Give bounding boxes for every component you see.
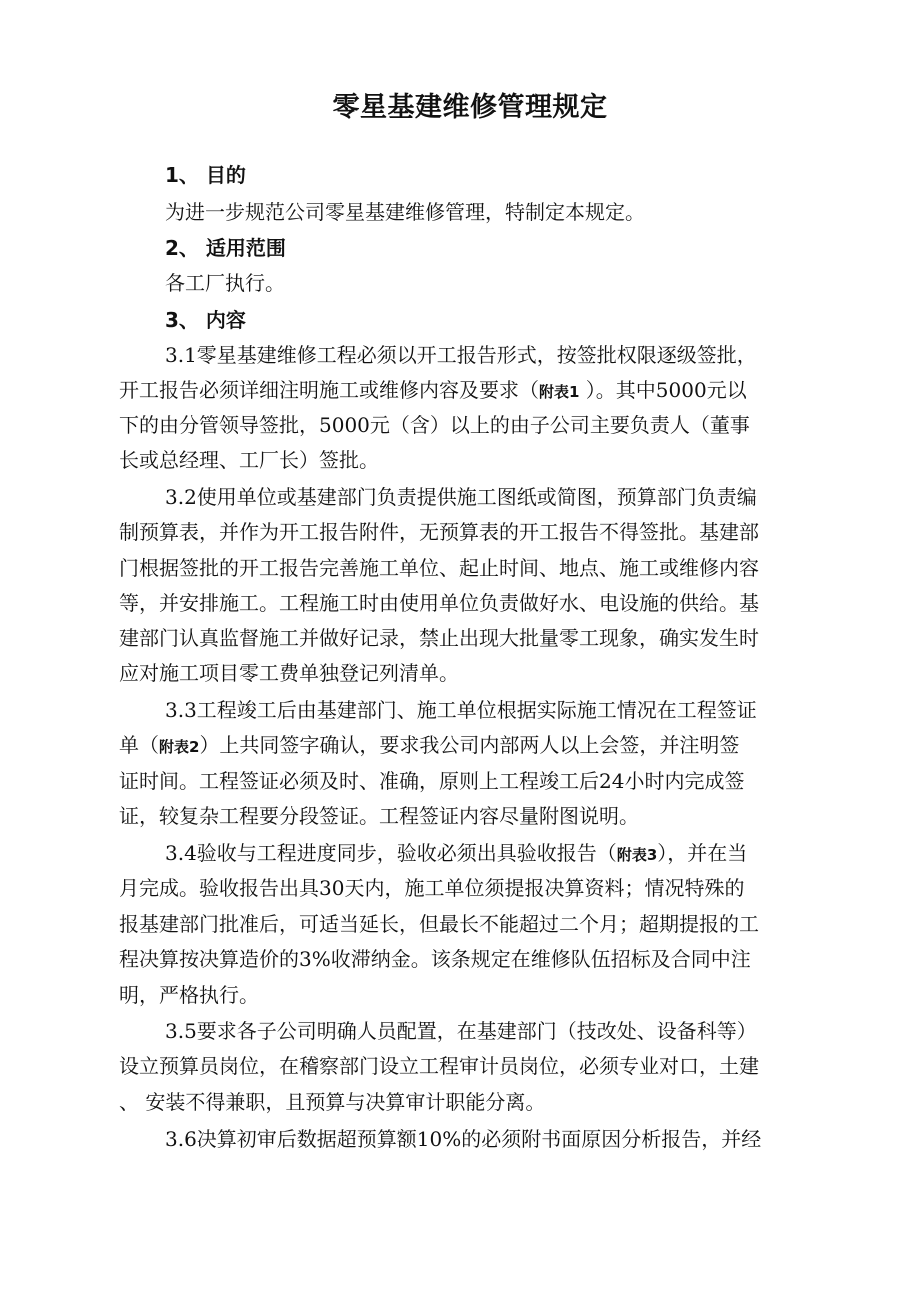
section-2-heading: 2、 适用范围 xyxy=(165,236,286,260)
paragraph-line: 3.6决算初审后数据超预算额10%的必须附书面原因分析报告，并经 xyxy=(165,1127,762,1151)
section-1-heading: 1、 目的 xyxy=(165,163,246,187)
paragraph-line: 3.2使用单位或基建部门负责提供施工图纸或简图，预算部门负责编 xyxy=(165,485,757,509)
paragraph-line: 设立预算员岗位，在稽察部门设立工程审计员岗位，必须专业对口，土建 xyxy=(119,1054,759,1078)
paragraph-line: 下的由分管领导签批，5000元（含）以上的由子公司主要负责人（董事 xyxy=(119,413,750,437)
paragraph-line-text: ）上共同签字确认，要求我公司内部两人以上会签，并注明签 xyxy=(199,733,740,757)
paragraph-line: 长或总经理、工厂长）签批。 xyxy=(119,448,379,472)
paragraph-line: 建部门认真监督施工并做好记录，禁止出现大批量零工现象，确实发生时 xyxy=(119,626,759,650)
paragraph-line: 3.5要求各子公司明确人员配置，在基建部门（技改处、设备科等） xyxy=(165,1019,757,1043)
paragraph-line xyxy=(119,730,739,762)
paragraph-line: 、 安装不得兼职，且预算与决算审计职能分离。 xyxy=(119,1090,546,1114)
paragraph-line: 3.1零星基建维修工程必须以开工报告形式，按签批权限逐级签批， xyxy=(165,343,757,367)
paragraph-line-text: 开工报告必须详细注明施工或维修内容及要求（ xyxy=(119,378,539,402)
paragraph-line-text: 单（ xyxy=(119,733,159,757)
paragraph-line: 证时间。工程签证必须及时、准确，原则上工程竣工后24小时内完成签 xyxy=(119,769,745,793)
paragraph-line: 明，严格执行。 xyxy=(119,983,259,1007)
paragraph-line: 证，较复杂工程要分段签证。工程签证内容尽量附图说明。 xyxy=(119,804,639,828)
attachment-reference: 附表3 xyxy=(616,846,658,864)
section-1-text: 为进一步规范公司零星基建维修管理，特制定本规定。 xyxy=(165,200,645,224)
paragraph-line: 程决算按决算造价的3%收滞纳金。该条规定在维修队伍招标及合同中注 xyxy=(119,947,751,971)
paragraph-line-text: ）。其中5000元以 xyxy=(579,378,747,402)
paragraph-line-text: ），并在当 xyxy=(657,841,748,865)
paragraph-line: 月完成。验收报告出具30天内，施工单位须提报决算资料；情况特殊的 xyxy=(119,876,745,900)
paragraph-line: 3.3工程竣工后由基建部门、施工单位根据实际施工情况在工程签证 xyxy=(165,698,757,722)
paragraph-line: 报基建部门批准后，可适当延长，但最长不能超过二个月；超期提报的工 xyxy=(119,912,759,936)
paragraph-line xyxy=(119,375,747,407)
paragraph-line: 制预算表，并作为开工报告附件，无预算表的开工报告不得签批。基建部 xyxy=(119,520,759,544)
document-title: 零星基建维修管理规定 xyxy=(332,92,608,123)
paragraph-line: 应对施工项目零工费单独登记列清单。 xyxy=(119,661,459,685)
attachment-reference: 附表2 xyxy=(159,738,200,756)
attachment-reference: 附表1 xyxy=(539,383,580,401)
paragraph-line xyxy=(165,838,747,870)
paragraph-line: 门根据签批的开工报告完善施工单位、起止时间、地点、施工或维修内容 xyxy=(119,556,759,580)
section-2-text: 各工厂执行。 xyxy=(165,271,285,295)
paragraph-line: 等，并安排施工。工程施工时由使用单位负责做好水、电设施的供给。基 xyxy=(119,591,759,615)
paragraph-line-text: 3.4验收与工程进度同步，验收必须出具验收报告（ xyxy=(165,841,617,865)
section-3-heading: 3、 内容 xyxy=(165,308,246,332)
